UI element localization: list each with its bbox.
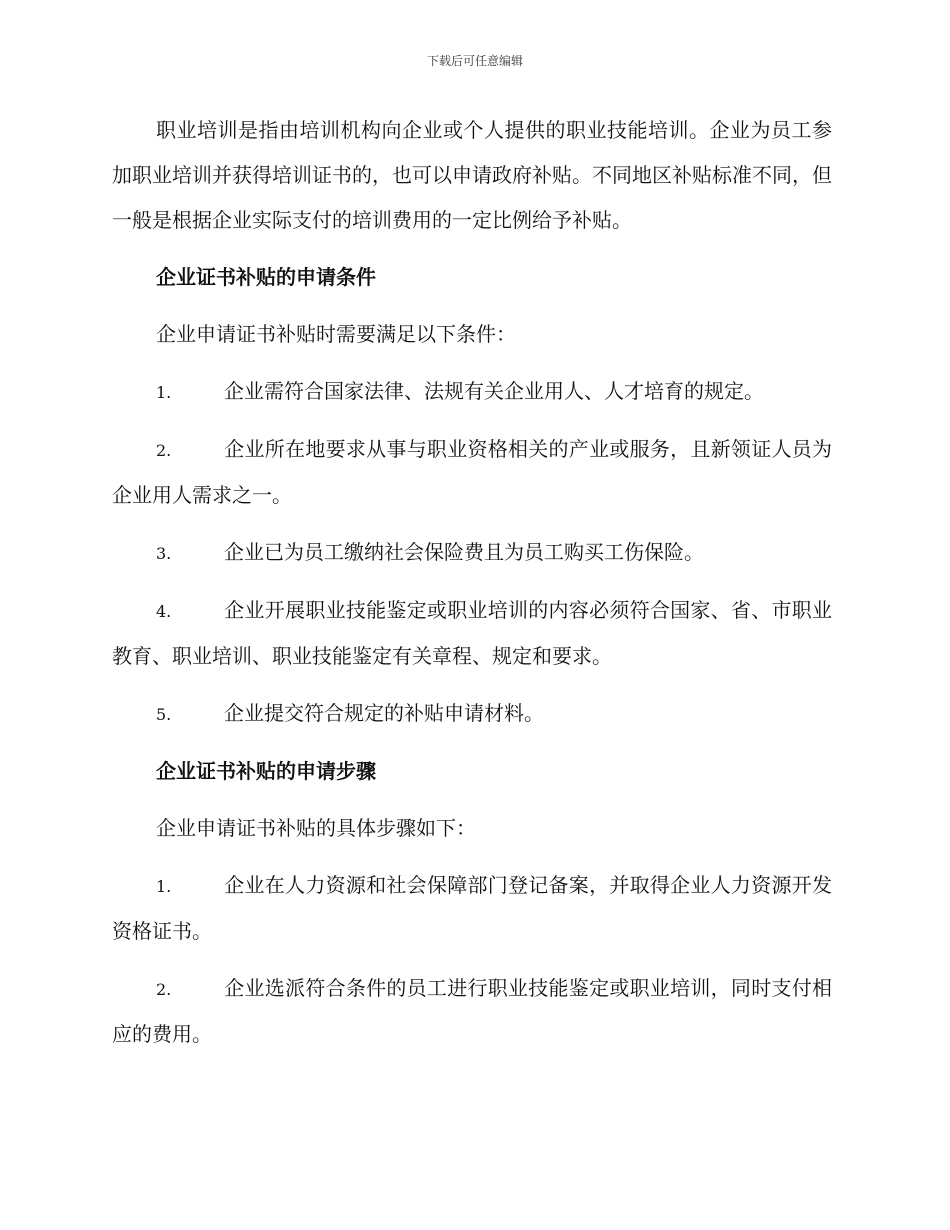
section-heading-conditions: 企业证书补贴的申请条件 [156, 265, 376, 289]
list-item-text: 企业开展职业技能鉴定或职业培训的内容必须符合国家、省、市职业教育、职业培训、职业技能鉴定有关章程、规定和要求。 [112, 598, 832, 668]
list-item-text: 企业在人力资源和社会保障部门登记备案，并取得企业人力资源开发资格证书。 [112, 873, 832, 943]
list-item-number: 1. [156, 383, 172, 402]
section-heading-steps: 企业证书补贴的申请步骤 [156, 759, 376, 783]
list-item-text: 企业需符合国家法律、法规有关企业用人、人才培育的规定。 [224, 379, 764, 403]
list-item [112, 691, 832, 737]
list-item [112, 530, 832, 576]
list-item-text: 企业提交符合规定的补贴申请材料。 [224, 701, 544, 725]
list-item [112, 427, 832, 518]
list-item-number: 2. [156, 980, 172, 999]
page-header: 下载后可任意编辑 [426, 54, 523, 68]
list-item-text: 企业所在地要求从事与职业资格相关的产业或服务，且新领证人员为企业用人需求之一。 [112, 437, 832, 507]
list-item-number: 1. [156, 877, 172, 896]
section-lead-conditions: 企业申请证书补贴时需要满足以下条件： [156, 322, 516, 346]
list-item-number: 5. [156, 705, 172, 724]
list-item [112, 863, 832, 954]
intro-paragraph: 职业培训是指由培训机构向企业或个人提供的职业技能培训。企业为员工参加职业培训并获得培训证书的，也可以申请政府补贴。不同地区补贴标准不同，但一般是根据企业实际支付的培训费用的一定比例给予补贴。 [112, 118, 832, 232]
document-body [112, 108, 832, 1069]
list-item-number: 3. [156, 544, 172, 563]
section-lead-steps: 企业申请证书补贴的具体步骤如下： [156, 816, 476, 840]
list-item-text: 企业选派符合条件的员工进行职业技能鉴定或职业培训，同时支付相应的费用。 [112, 976, 832, 1046]
list-item [112, 369, 832, 415]
list-item-number: 2. [156, 441, 172, 460]
list-item-number: 4. [156, 602, 172, 621]
list-item [112, 966, 832, 1057]
list-item [112, 588, 832, 679]
list-item-text: 企业已为员工缴纳社会保险费且为员工购买工伤保险。 [224, 540, 704, 564]
